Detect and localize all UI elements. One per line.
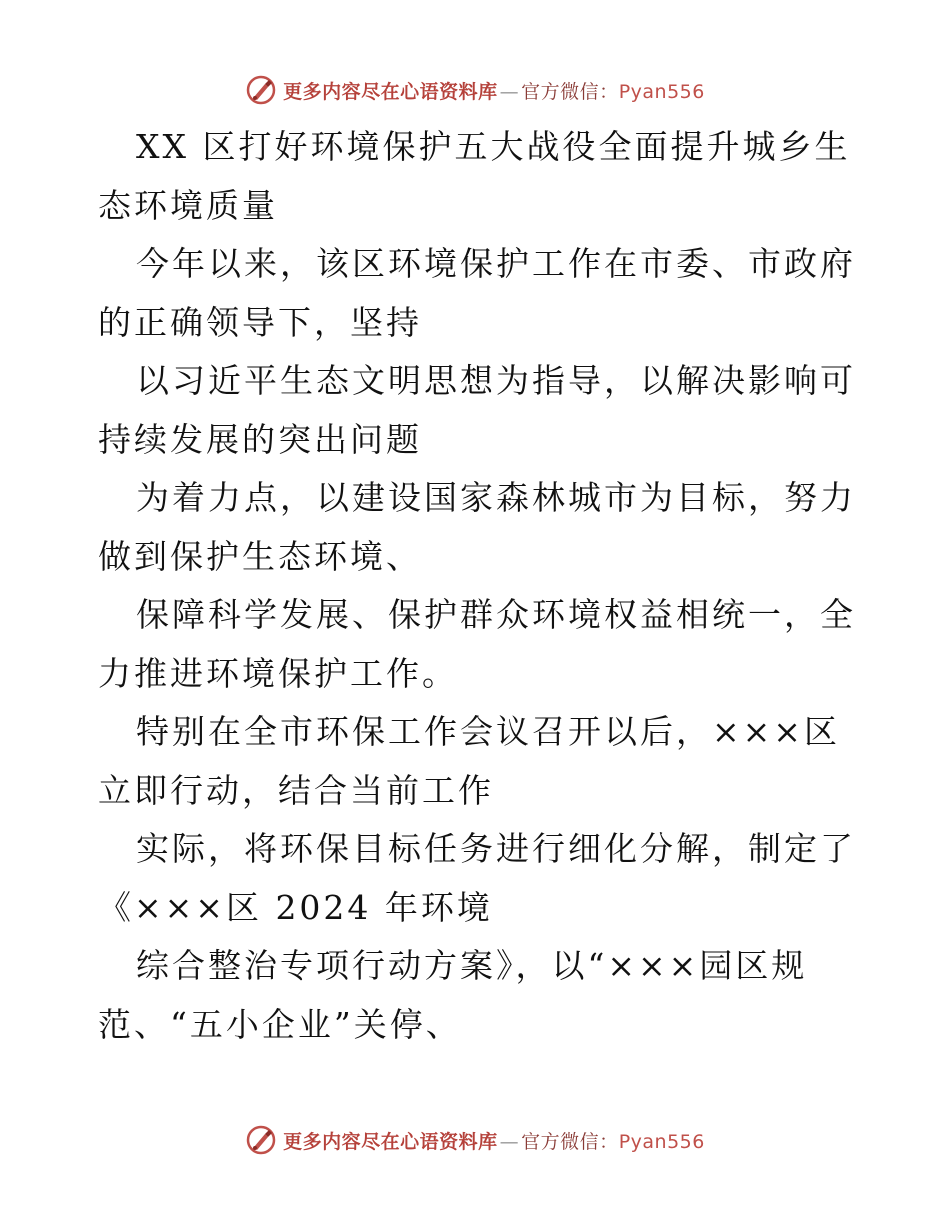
paragraph: 今年以来，该区环境保护工作在市委、市政府的正确领导下，坚持 bbox=[98, 244, 856, 342]
paragraph: 特别在全市环保工作会议召开以后，×××区立即行动，结合当前工作 bbox=[98, 712, 840, 810]
paragraph: 以习近平生态文明思想为指导，以解决影响可持续发展的突出问题 bbox=[98, 361, 856, 459]
banner-handle: Pyan556 bbox=[618, 1130, 705, 1153]
banner-text bbox=[283, 77, 705, 104]
banner-label: 官方微信： bbox=[521, 80, 619, 103]
document-body bbox=[98, 118, 858, 1054]
paragraph: 为着力点，以建设国家森林城市为目标，努力做到保护生态环境、 bbox=[98, 478, 856, 576]
document-title: XX 区打好环境保护五大战役全面提升城乡生态环境质量 bbox=[98, 127, 851, 225]
banner-text bbox=[283, 1127, 705, 1154]
banner-brand: 更多内容尽在心语资料库 bbox=[283, 1130, 498, 1153]
paragraph: 实际，将环保目标任务进行细化分解，制定了《×××区 2024 年环境 bbox=[98, 829, 856, 927]
footer-banner bbox=[0, 1120, 950, 1160]
paragraph: 保障科学发展、保护群众环境权益相统一，全力推进环境保护工作。 bbox=[98, 595, 856, 693]
banner-brand: 更多内容尽在心语资料库 bbox=[283, 80, 498, 103]
pen-in-circle-logo-icon bbox=[245, 1124, 277, 1156]
pen-in-circle-logo-icon bbox=[245, 74, 277, 106]
banner-label: 官方微信： bbox=[521, 1130, 619, 1153]
paragraph: 综合整治专项行动方案》，以“×××园区规范、“五小企业”关停、 bbox=[98, 946, 808, 1044]
header-banner bbox=[0, 70, 950, 110]
banner-separator: — bbox=[499, 80, 520, 103]
banner-separator: — bbox=[499, 1130, 520, 1153]
banner-handle: Pyan556 bbox=[618, 80, 705, 103]
